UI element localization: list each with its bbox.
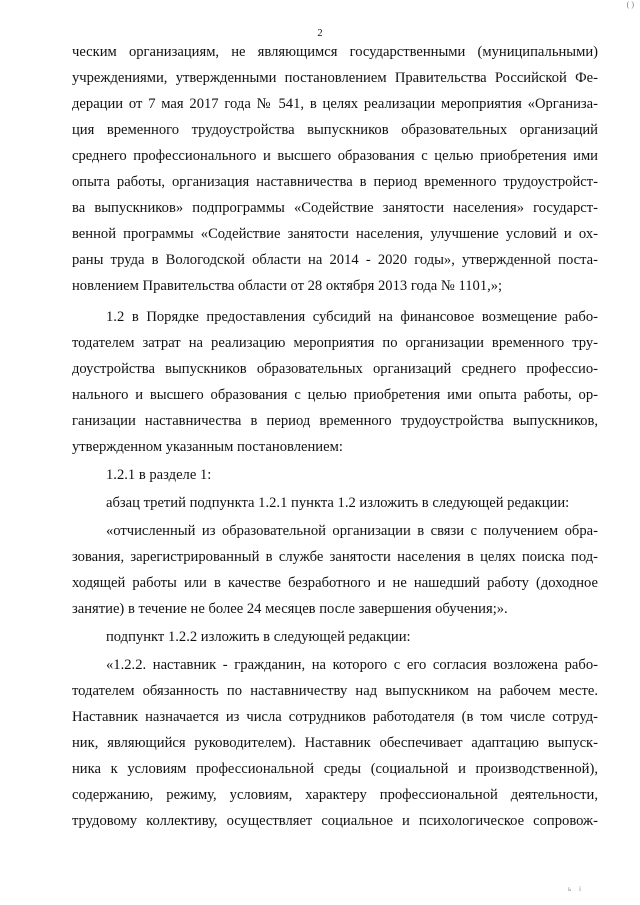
text-line: абзац третий подпункта 1.2.1 пункта 1.2 изложить в следующей редакции: [106,495,570,511]
text-line: подпункт 1.2.2 изложить в следующей редакции: [106,629,411,645]
text-line: ва выпускников» подпрограммы «Содействие занятости населения» государст- [72,200,598,216]
text-line: занятие) в течение не более 24 месяцев после завершения обучения;». [72,601,508,617]
text-line: нального и высшего образования с целью приобретения ими опыта работы, ор- [72,387,598,403]
text-line: зования, зарегистрированный в службе занятости населения в целях поиска под- [72,549,598,565]
text-line: ходящей работы или в качестве безработного и не нашедший работу (доходное [72,575,598,591]
text-line: венной программы «Содействие занятости населения, улучшение условий и ох- [72,226,598,242]
text-line: ник, являющийся руководителем). Наставник обеспечивает адаптацию выпуск- [72,735,598,751]
text-line: учреждениями, утвержденными постановлением Правительства Российской Фе- [72,70,598,86]
text-line: утвержденном указанным постановлением: [72,439,343,455]
text-line: новлением Правительства области от 28 октября 2013 года № 1101,»; [72,278,503,294]
text-line: трудовому коллективу, осуществляет социальное и психологическое сопровож- [72,813,598,829]
text-line: Наставник назначается из числа сотрудников работодателя (в том числе сотруд- [72,709,598,725]
text-line: 1.2.1 в разделе 1: [106,467,212,483]
text-line: ника к условиям профессиональной среды (социальной и производственной), [72,761,598,777]
text-line: среднего профессионального и высшего образования с целью приобретения ими [72,148,598,164]
text-line: дерации от 7 мая 2017 года № 541, в целях реализации мероприятия «Организа- [72,96,598,112]
text-line: тодателем обязанность по наставничеству над выпускником на рабочем месте. [72,683,598,699]
text-line: ция временного трудоустройства выпускников образовательных организаций [72,122,598,138]
text-line: доустройства выпускников образовательных организаций среднего профессио- [72,361,598,377]
text-line: опыта работы, организация наставничества в период временного трудоустройст- [72,174,598,190]
text-line: тодателем затрат на реализацию мероприятия по организации временного тру- [72,335,598,351]
text-line: «1.2.2. наставник - гражданин, на которого с его согласия возложена рабо- [106,657,598,673]
text-line: ческим организациям, не являющимся государственными (муниципальными) [72,44,598,60]
scan-mark: ь і [568,885,584,893]
text-line: содержанию, режиму, условиям, характеру профессиональной деятельности, [72,787,598,803]
text-line: «отчисленный из образовательной организации в связи с получением обра- [106,523,598,539]
text-line: 1.2 в Порядке предоставления субсидий на финансовое возмещение рабо- [106,309,598,325]
text-line: раны труда в Вологодской области на 2014 - 2020 годы», утвержденной поста- [72,252,598,268]
page-number: 2 [317,28,323,39]
corner-mark: ( ) [626,0,634,9]
text-line: ганизации наставничества в период временного трудоустройства выпускников, [72,413,598,429]
